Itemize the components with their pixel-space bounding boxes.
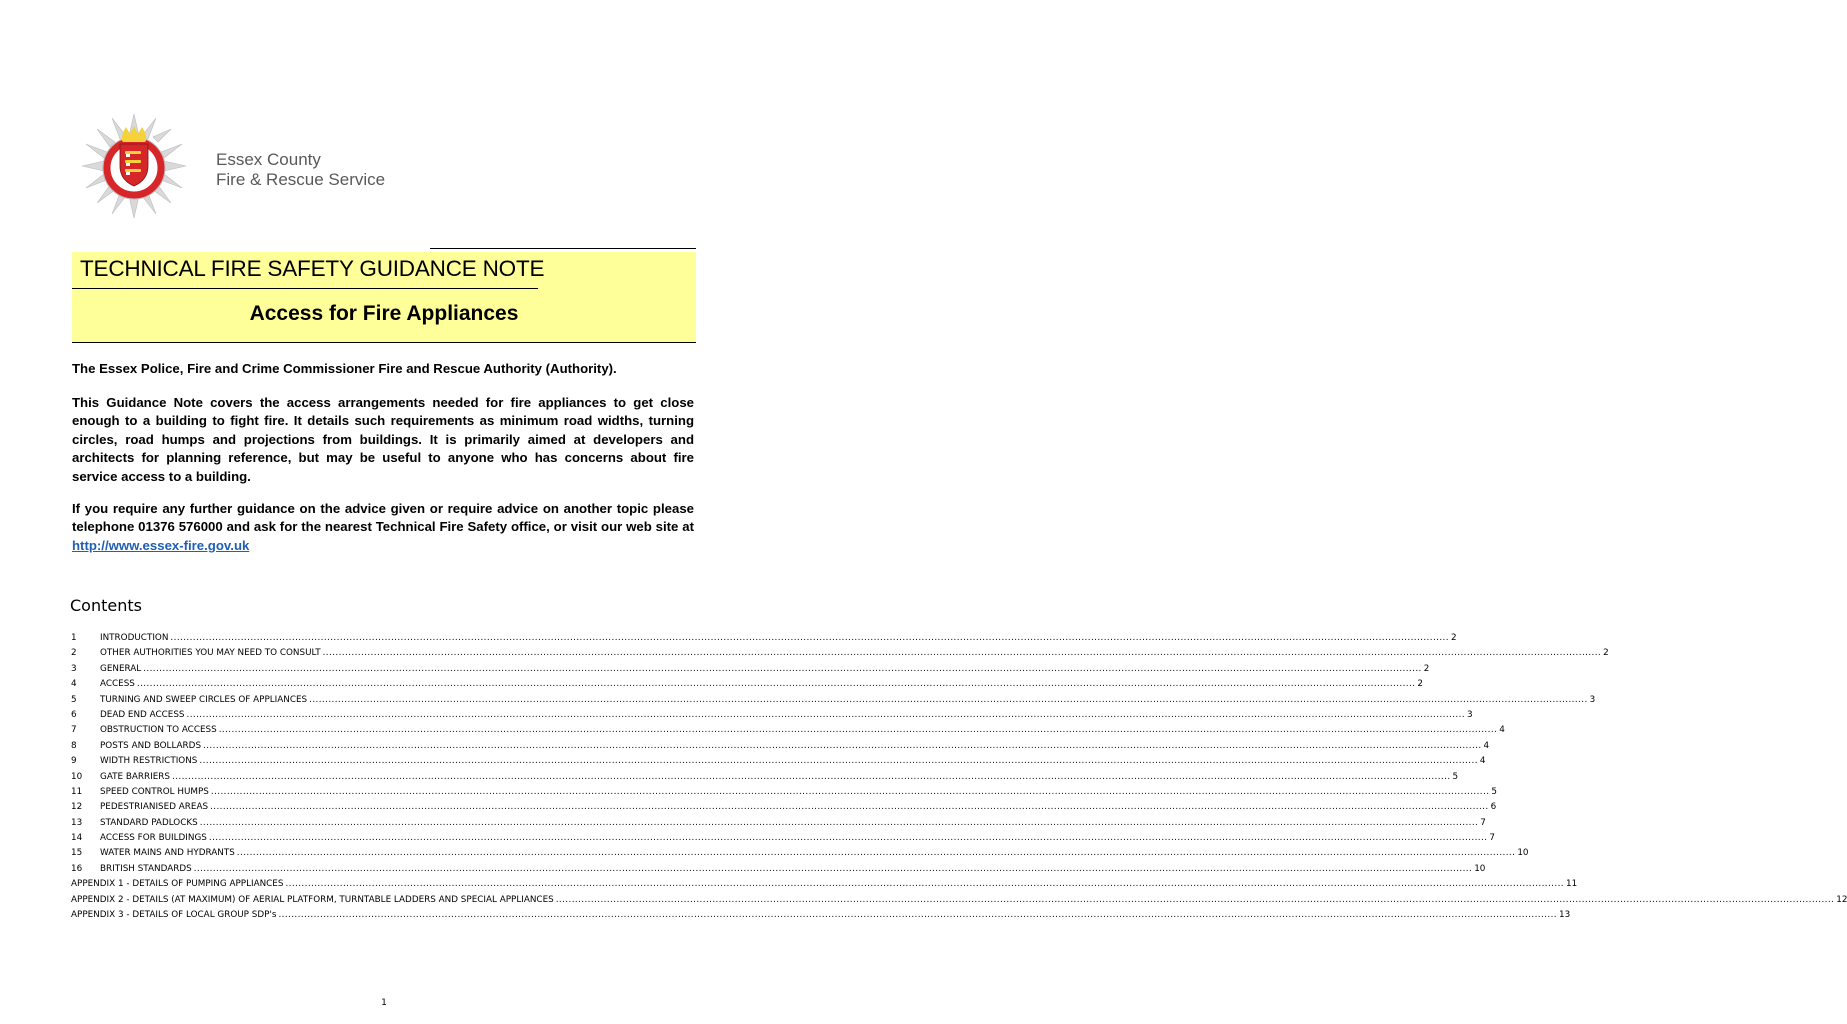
toc-dot-leader: ................................................................................................................................................................................................................................................................................................................................................................................................................ — [278, 910, 1557, 921]
toc-dot-leader: ................................................................................................................................................................................................................................................................................................................................................................................................................ — [555, 894, 1835, 905]
toc-entry-page: 5 — [1491, 786, 1497, 797]
toc-entry[interactable] — [71, 863, 1486, 879]
toc-entry[interactable] — [71, 802, 1497, 817]
toc-entry[interactable] — [71, 848, 1529, 863]
toc-entry-label: INTRODUCTION — [100, 633, 169, 643]
toc-entry[interactable] — [71, 648, 1609, 663]
toc-dot-leader: ................................................................................................................................................................................................................................................................................................................................................................................................................ — [143, 663, 1422, 674]
title-banner — [72, 252, 696, 343]
toc-dot-leader: ................................................................................................................................................................................................................................................................................................................................................................................................................ — [236, 848, 1516, 859]
toc-entry-label: WATER MAINS AND HYDRANTS — [100, 848, 235, 859]
toc-entry-number: 8 — [71, 740, 77, 751]
toc-dot-leader: ................................................................................................................................................................................................................................................................................................................................................................................................................ — [199, 817, 1479, 828]
toc-dot-leader: ................................................................................................................................................................................................................................................................................................................................................................................................................ — [210, 786, 1490, 797]
toc-entry-number: 15 — [71, 848, 83, 859]
toc-entry-number: 5 — [71, 694, 77, 705]
toc-entry-label: ACCESS — [100, 679, 135, 690]
title-underline — [72, 288, 538, 289]
toc-entry-label: OBSTRUCTION TO ACCESS — [100, 725, 217, 736]
toc-entry-number: 12 — [71, 802, 83, 813]
toc-entry-page: 4 — [1499, 725, 1505, 736]
toc-entry-label: SPEED CONTROL HUMPS — [100, 786, 209, 797]
toc-dot-leader: ................................................................................................................................................................................................................................................................................................................................................................................................................ — [193, 863, 1473, 874]
toc-entry-label: APPENDIX 1 - DETAILS OF PUMPING APPLIANCES — [71, 879, 284, 890]
toc-entry-number: 1 — [71, 633, 77, 643]
toc-dot-leader: ................................................................................................................................................................................................................................................................................................................................................................................................................ — [322, 648, 1602, 659]
toc-entry-page: 7 — [1480, 817, 1486, 828]
toc-entry-number: 16 — [71, 863, 83, 874]
page-number: 1 — [381, 998, 387, 1008]
toc-entry[interactable] — [71, 817, 1486, 833]
toc-dot-leader: ................................................................................................................................................................................................................................................................................................................................................................................................................ — [172, 771, 1451, 782]
toc-entry-page: 2 — [1450, 633, 1457, 643]
toc-entry-number: 4 — [71, 679, 77, 690]
toc-entry-label: ACCESS FOR BUILDINGS — [100, 833, 207, 844]
toc-dot-leader: ................................................................................................................................................................................................................................................................................................................................................................................................................ — [136, 679, 1416, 690]
toc-entry[interactable] — [71, 633, 1457, 648]
toc-entry[interactable] — [71, 756, 1486, 771]
contents-heading: Contents — [70, 596, 142, 615]
organisation-name-line2: Fire & Rescue Service — [216, 170, 386, 189]
toc-entry-number: 3 — [71, 663, 77, 674]
organisation-name — [216, 150, 385, 190]
toc-entry-label: WIDTH RESTRICTIONS — [100, 756, 198, 767]
toc-entry[interactable] — [71, 833, 1496, 848]
toc-dot-leader: ................................................................................................................................................................................................................................................................................................................................................................................................................ — [186, 709, 1466, 720]
toc-entry-number: 10 — [71, 771, 83, 782]
document-title: TECHNICAL FIRE SAFETY GUIDANCE NOTE — [80, 256, 545, 281]
toc-entry-label: STANDARD PADLOCKS — [100, 817, 198, 828]
toc-entry[interactable] — [71, 679, 1423, 694]
toc-dot-leader: ................................................................................................................................................................................................................................................................................................................................................................................................................ — [210, 802, 1489, 813]
toc-entry-number: 9 — [71, 756, 77, 767]
fire-service-badge-icon — [82, 114, 186, 218]
toc-entry-number: 2 — [71, 648, 77, 659]
toc-entry-page: 2 — [1417, 679, 1423, 690]
toc-entry-label: DEAD END ACCESS — [100, 709, 185, 720]
toc-entry-number: 14 — [71, 833, 83, 844]
toc-entry-page: 4 — [1483, 740, 1490, 751]
toc-entry-number: 7 — [71, 725, 77, 736]
toc-dot-leader: ................................................................................................................................................................................................................................................................................................................................................................................................................ — [170, 633, 1449, 643]
toc-entry-page: 12 — [1836, 894, 1847, 905]
toc-entry[interactable] — [71, 910, 1571, 925]
toc-dot-leader: ................................................................................................................................................................................................................................................................................................................................................................................................................ — [203, 740, 1482, 751]
toc-entry[interactable] — [71, 786, 1497, 802]
toc-entry-page: 10 — [1517, 848, 1529, 859]
toc-entry[interactable] — [71, 894, 1847, 910]
document-subtitle: Access for Fire Appliances — [249, 302, 519, 325]
toc-entry-label: GATE BARRIERS — [100, 771, 171, 782]
toc-entry-label: OTHER AUTHORITIES YOU MAY NEED TO CONSULT — [100, 648, 321, 659]
toc-entry-page: 2 — [1423, 663, 1430, 674]
toc-entry-page: 13 — [1558, 910, 1571, 921]
toc-entry-label: APPENDIX 2 - DETAILS (AT MAXIMUM) OF AERIAL PLATFORM, TURNTABLE LADDERS AND SPECIAL APPLIANCES — [71, 894, 554, 905]
toc-entry-label: GENERAL — [100, 663, 142, 674]
organisation-name-line1: Essex County — [216, 150, 321, 169]
toc-entry-page: 11 — [1565, 879, 1578, 890]
contact-paragraph — [72, 500, 694, 555]
toc-entry-page: 4 — [1479, 756, 1486, 767]
toc-dot-leader: ................................................................................................................................................................................................................................................................................................................................................................................................................ — [285, 879, 1564, 890]
contact-text: If you require any further guidance on the advice given or require advice on another topic please telephone 01376 576000 and ask for the nearest Technical Fire Safety office, or visit our web site at — [72, 501, 694, 535]
table-of-contents — [71, 633, 1847, 925]
toc-dot-leader: ................................................................................................................................................................................................................................................................................................................................................................................................................ — [218, 725, 1498, 736]
toc-entry[interactable] — [71, 725, 1505, 740]
logo-area — [64, 86, 430, 246]
toc-entry-label: PEDESTRIANISED AREAS — [100, 802, 209, 813]
toc-entry-number: 13 — [71, 817, 83, 828]
toc-entry-label: BRITISH STANDARDS — [100, 863, 192, 874]
toc-entry-page: 3 — [1467, 709, 1473, 720]
toc-entry-label: APPENDIX 3 - DETAILS OF LOCAL GROUP SDP's — [71, 910, 277, 921]
toc-entry-page: 10 — [1474, 863, 1486, 874]
toc-entry[interactable] — [71, 709, 1473, 725]
toc-dot-leader: ................................................................................................................................................................................................................................................................................................................................................................................................................ — [208, 833, 1488, 844]
website-link[interactable]: http://www.essex-fire.gov.uk — [72, 537, 250, 553]
toc-entry-label: POSTS AND BOLLARDS — [100, 740, 202, 751]
toc-entry-number: 6 — [71, 709, 77, 720]
toc-entry[interactable] — [71, 663, 1430, 679]
toc-entry-page: 5 — [1452, 771, 1459, 782]
header-rule — [430, 248, 696, 249]
toc-entry-label: TURNING AND SWEEP CIRCLES OF APPLIANCES — [100, 694, 308, 705]
toc-entry-page: 7 — [1489, 833, 1496, 844]
toc-entry[interactable] — [71, 694, 1596, 710]
toc-entry-page: 3 — [1589, 694, 1596, 705]
toc-dot-leader: ................................................................................................................................................................................................................................................................................................................................................................................................................ — [309, 694, 1588, 705]
toc-dot-leader: ................................................................................................................................................................................................................................................................................................................................................................................................................ — [199, 756, 1478, 767]
intro-paragraph: This Guidance Note covers the access arrangements needed for fire appliances to get close enough to a building to fight fire. It details such requirements as minimum road widths, turning circles, road humps and projections from buildings. It is primarily aimed at developers and architects for planning reference, but may be useful to anyone who has concerns about fire service access to a building. — [72, 395, 694, 484]
toc-entry[interactable] — [71, 879, 1578, 894]
toc-entry-page: 2 — [1603, 648, 1609, 659]
toc-entry[interactable] — [71, 771, 1459, 787]
authority-paragraph: The Essex Police, Fire and Crime Commissioner Fire and Rescue Authority (Authority). — [72, 361, 617, 376]
toc-entry-page: 6 — [1490, 802, 1497, 813]
toc-entry[interactable] — [71, 740, 1490, 756]
toc-entry-number: 11 — [71, 786, 83, 797]
